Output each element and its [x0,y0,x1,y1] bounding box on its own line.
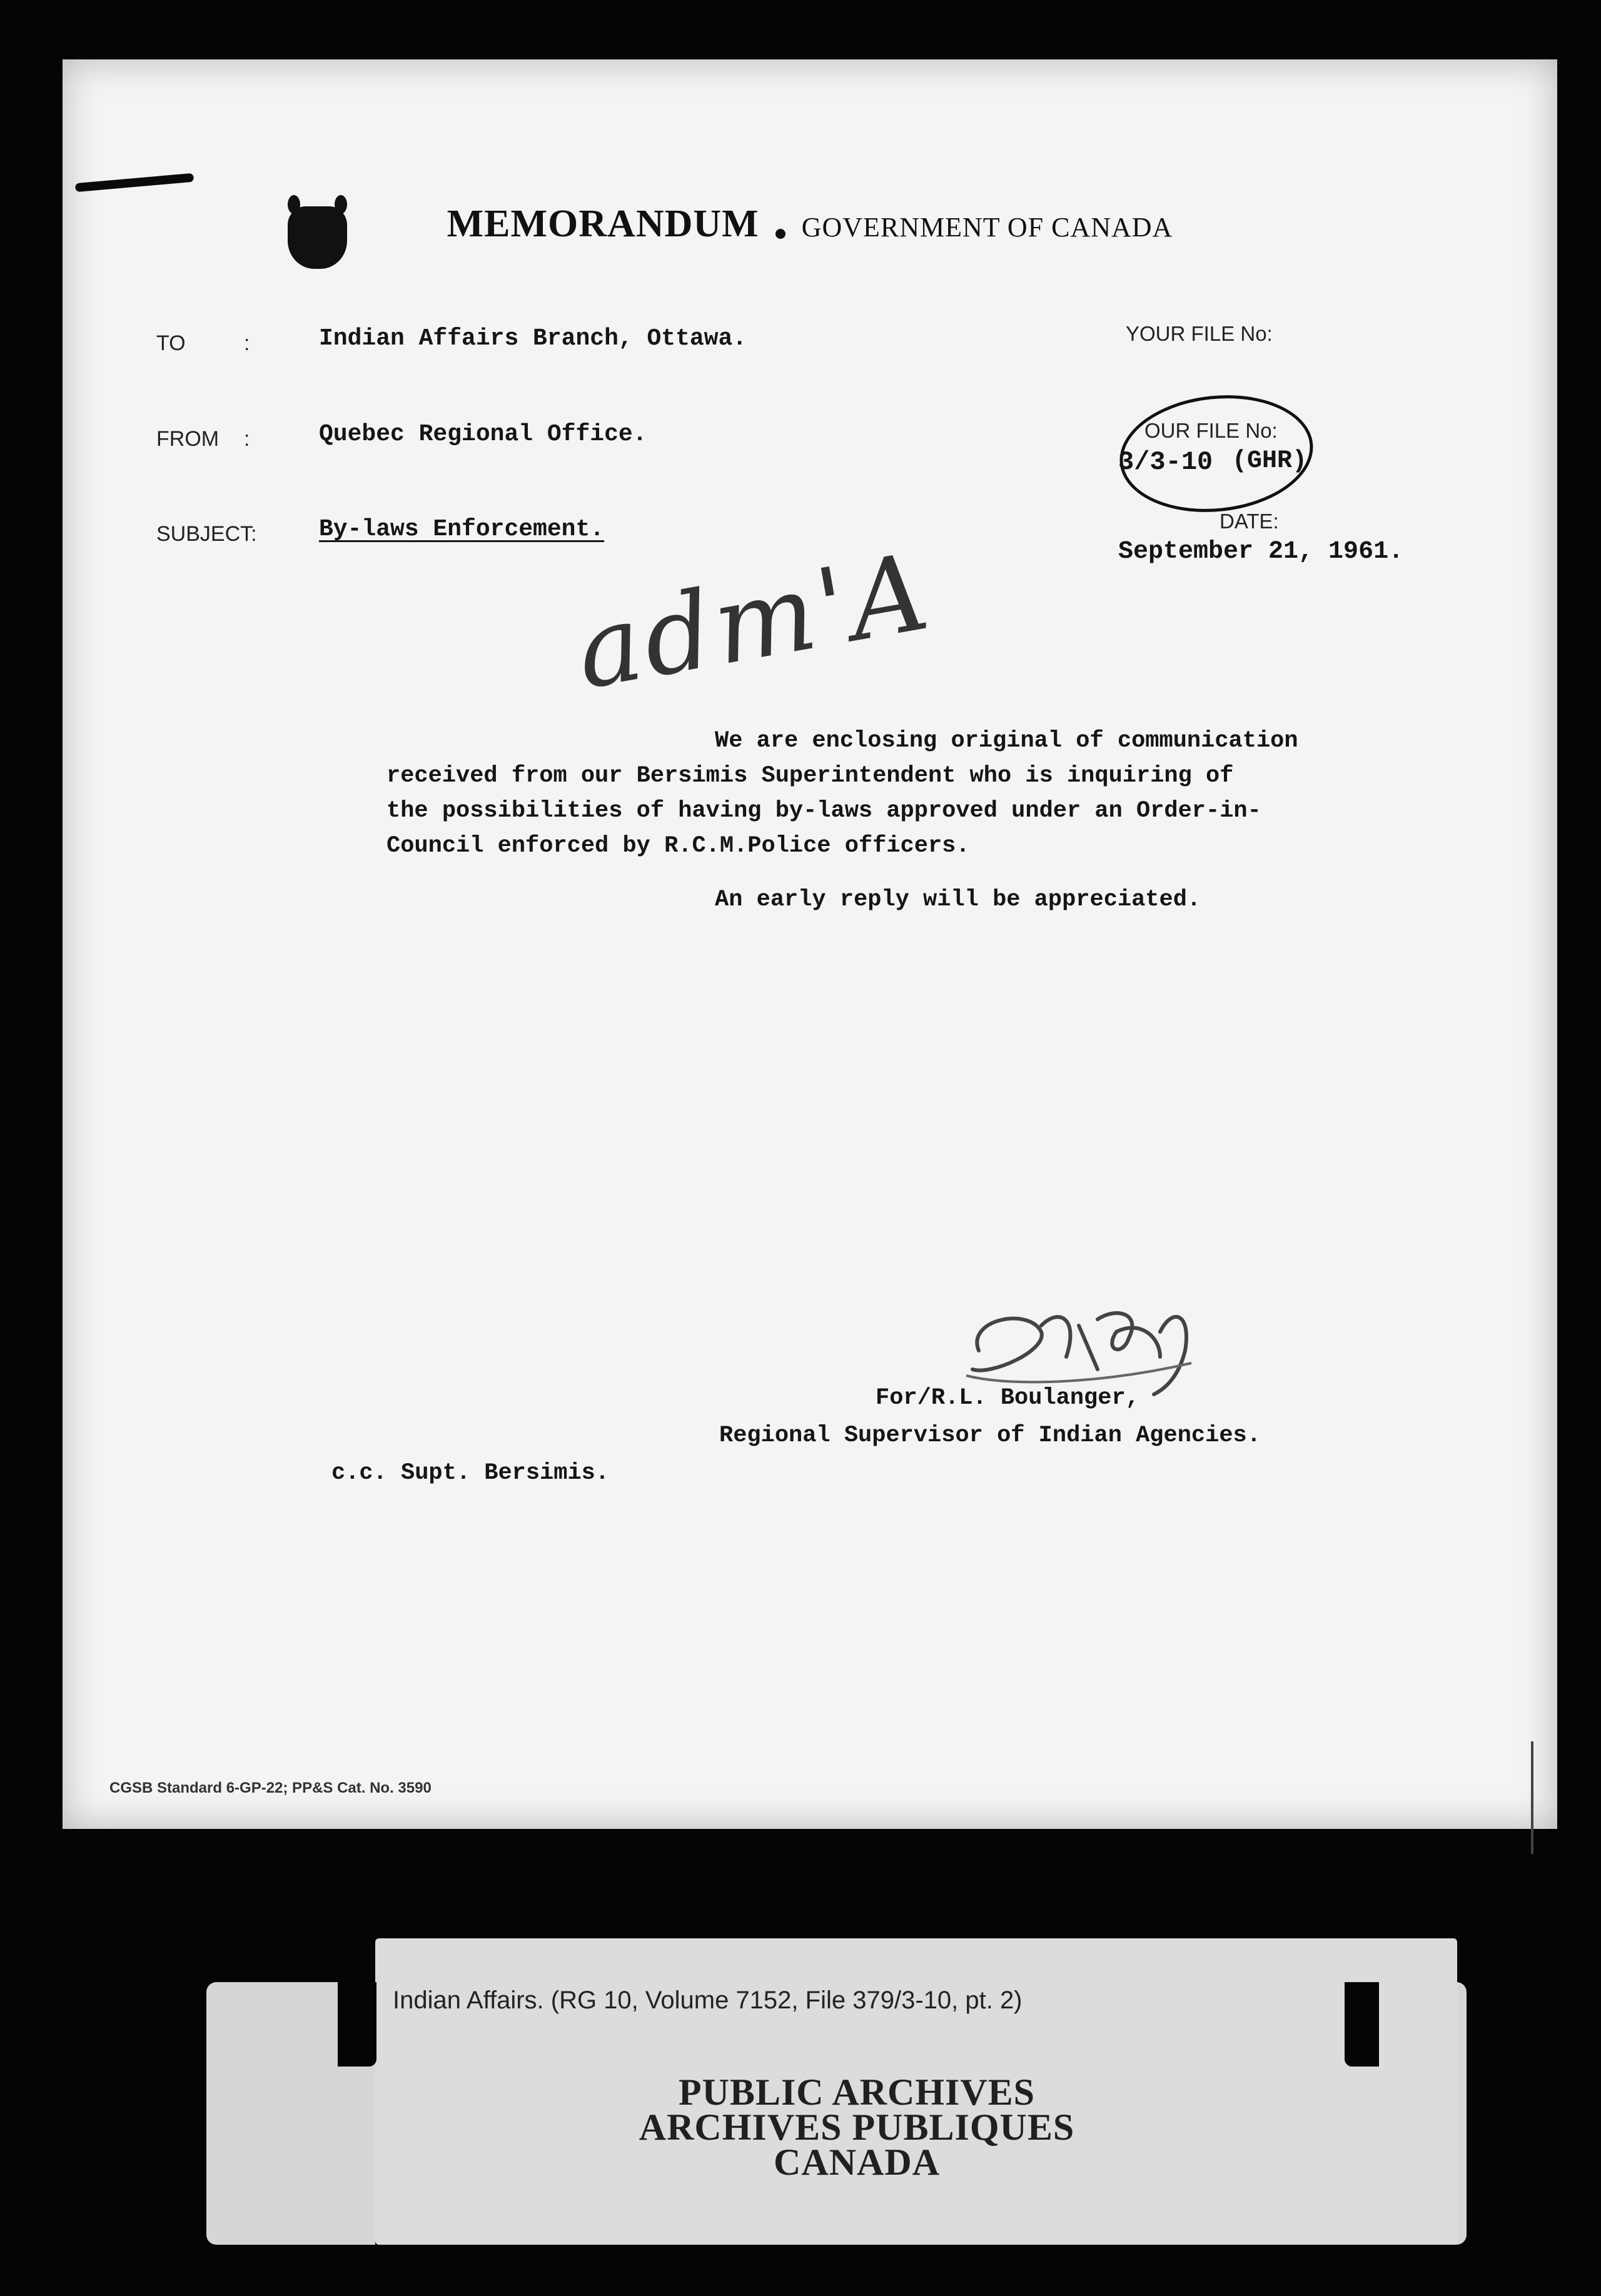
slip-notch [338,1982,376,2067]
body-line: the possibilities of having by-laws approved under an Order-in- [386,798,1261,824]
cc-line: c.c. Supt. Bersimis. [331,1460,610,1486]
signature-line-2: Regional Supervisor of Indian Agencies. [719,1422,1261,1449]
our-file-suffix: (GHR) [1232,447,1308,475]
bullet-icon [775,229,785,239]
date-label: DATE: [1220,510,1279,533]
page-fold [1531,1741,1552,1854]
memo-header [63,202,1557,246]
archive-reference: Indian Affairs. (RG 10, Volume 7152, File 379/3-10, pt. 2) [393,1986,1023,2014]
from-value: Quebec Regional Office. [319,421,647,448]
our-file-label: OUR FILE No: [1144,419,1278,442]
archives-line-1: PUBLIC ARCHIVES [678,2072,1036,2113]
subject-label: SUBJECT: [156,522,257,546]
handwritten-signature [954,1282,1216,1401]
body-closing: An early reply will be appreciated. [715,887,1201,913]
to-value: Indian Affairs Branch, Ottawa. [319,325,747,352]
signature-line-1: For/R.L. Boulanger, [876,1385,1139,1411]
our-file-value: 3/3-10 [1118,447,1213,477]
subject-value: By-laws Enforcement. [319,516,605,543]
memo-body [386,723,1450,917]
government-label: GOVERNMENT OF CANADA [801,212,1173,243]
slip-notch [1345,1982,1379,2067]
to-colon: : [244,331,250,355]
form-code: CGSB Standard 6-GP-22; PP&S Cat. No. 3590 [109,1780,432,1796]
memo-sheet [63,59,1557,1829]
body-line: received from our Bersimis Superintendent who is inquiring of [386,763,1234,789]
your-file-label: YOUR FILE No: [1126,322,1273,345]
scan-mark [75,173,194,193]
body-line: Council enforced by R.C.M.Police officers. [386,833,970,859]
date-value: September 21, 1961. [1118,538,1404,566]
from-colon: : [244,427,250,451]
archives-line-2: ARCHIVES PUBLIQUES [639,2107,1075,2148]
handwritten-annotation: adm'A [567,529,941,714]
to-label: TO [156,331,186,355]
memo-title: MEMORANDUM [447,203,759,245]
archives-stamp [375,2072,1338,2183]
body-line: We are enclosing original of communication [715,728,1298,754]
archives-line-3: CANADA [774,2142,940,2183]
from-label: FROM [156,427,220,451]
